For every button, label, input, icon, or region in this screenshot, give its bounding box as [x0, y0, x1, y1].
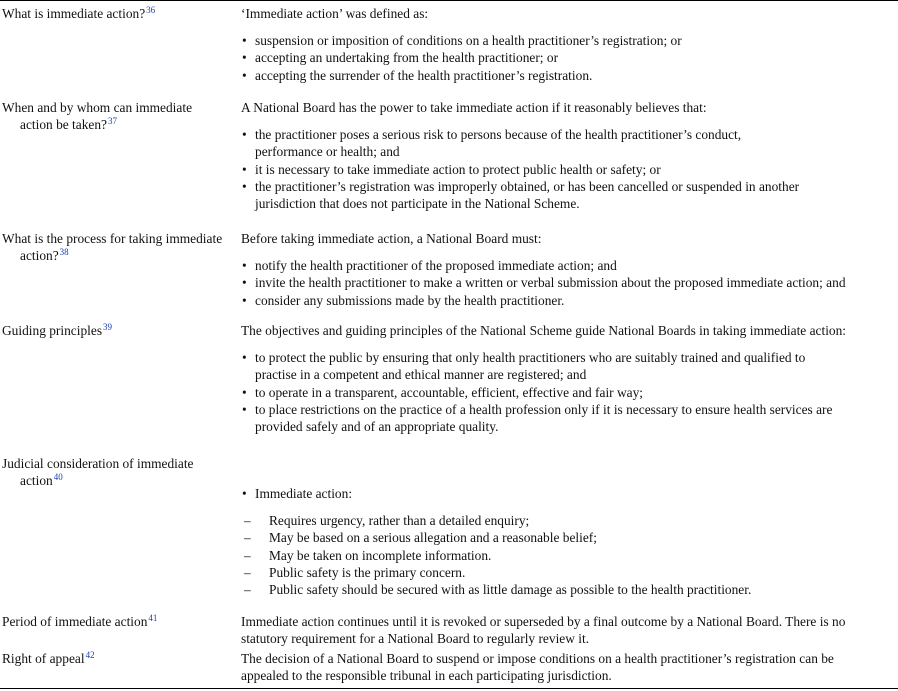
footnote-ref[interactable]: 42	[85, 650, 95, 660]
footnote-ref[interactable]: 37	[108, 116, 117, 127]
dash-item: – Public safety should be secured with as little damage as possible to the health practitioner.	[241, 581, 898, 598]
bullet-item: • Immediate action:	[241, 485, 898, 502]
row-question: Guiding principles$^{39}$	[2, 322, 113, 338]
answer-bullet-list	[241, 485, 898, 502]
row-answer	[241, 322, 898, 435]
answer-bullet-list	[241, 257, 898, 309]
row-answer	[241, 99, 898, 212]
bullet-item: • to place restrictions on the practice of a health profession only if it is necessary to ensure health services are provided safely and of an appropriate quality.	[241, 401, 898, 435]
bullet-item: • notify the health practitioner of the proposed immediate action; and	[241, 257, 898, 274]
footnote-ref[interactable]: 38	[59, 247, 69, 258]
row-answer	[241, 5, 898, 84]
footnote-ref[interactable]: 39	[103, 322, 113, 332]
row-answer	[241, 485, 898, 598]
row-question: Judicial consideration of immediate action$^{40}$	[2, 456, 194, 489]
answer-bullet-list	[241, 126, 898, 212]
dash-item: – Requires urgency, rather than a detailed enquiry;	[241, 512, 898, 529]
answer-dash-list	[241, 512, 898, 598]
row-question: What is the process for taking immediate action?$^{38}$	[2, 231, 223, 264]
answer-intro: ‘Immediate action’ was defined as:	[241, 6, 429, 21]
answer-intro: A National Board has the power to take immediate action if it reasonably believes that:	[241, 100, 707, 115]
bullet-item: • invite the health practitioner to make a written or verbal submission about the proposed immediate action; and	[241, 274, 898, 291]
dash-item: – May be based on a serious allegation and a reasonable belief;	[241, 529, 898, 546]
bullet-item: • suspension or imposition of conditions on a health practitioner’s registration; or	[241, 32, 898, 49]
bullet-item: • the practitioner’s registration was improperly obtained, or has been cancelled or suspended in another jurisdiction that does not participate in the National Scheme.	[241, 178, 898, 212]
row-question	[2, 5, 230, 22]
bullet-item: • the practitioner poses a serious risk to persons because of the health practitioner’s conduct, performance or health; and	[241, 126, 898, 160]
answer-intro: The objectives and guiding principles of the National Scheme guide National Boards in taking immediate action:	[241, 323, 847, 338]
table-top-rule	[0, 0, 898, 1]
row-answer	[241, 230, 898, 309]
answer-intro: Before taking immediate action, a National Board must:	[241, 231, 542, 246]
row-question: Period of immediate action$^{41}$	[2, 613, 158, 629]
answer-text: The decision of a National Board to suspend or impose conditions on a health practitioner’s registration can be	[241, 651, 834, 666]
answer-bullet-list	[241, 32, 898, 84]
bullet-item: • accepting an undertaking from the health practitioner; or	[241, 49, 898, 66]
bullet-item: • accepting the surrender of the health practitioner’s registration.	[241, 67, 898, 84]
bullet-item: • consider any submissions made by the health practitioner.	[241, 292, 898, 309]
question-text: What is immediate action?	[2, 6, 146, 21]
table-bottom-rule	[0, 688, 898, 689]
answer-bullet-list	[241, 349, 898, 435]
row-question: Right of appeal$^{42}$	[2, 650, 95, 666]
footnote-ref[interactable]: 40	[53, 472, 63, 483]
dash-item: – May be taken on incomplete information.	[241, 547, 898, 564]
bullet-item: • to operate in a transparent, accountable, efficient, effective and fair way;	[241, 384, 898, 401]
answer-text: appealed to the responsible tribunal in each participating jurisdiction.	[241, 668, 612, 684]
row-answer	[241, 613, 898, 647]
dash-item: – Public safety is the primary concern.	[241, 564, 898, 581]
footnote-ref[interactable]: 41	[148, 613, 158, 623]
bullet-item: • it is necessary to take immediate action to protect public health or safety; or	[241, 161, 898, 178]
footnote-ref[interactable]: 36	[146, 5, 156, 15]
bullet-item: • to protect the public by ensuring that only health practitioners who are suitably trained and qualified to practise in a competent and ethical manner are registered; and	[241, 349, 898, 383]
row-answer	[241, 650, 898, 684]
answer-text: statutory requirement for a National Board to regularly review it.	[241, 631, 590, 647]
answer-text: Immediate action continues until it is revoked or superseded by a final outcome by a National Board. There is no	[241, 614, 846, 629]
row-question: When and by whom can immediate action be taken?$^{37}$	[2, 100, 193, 133]
